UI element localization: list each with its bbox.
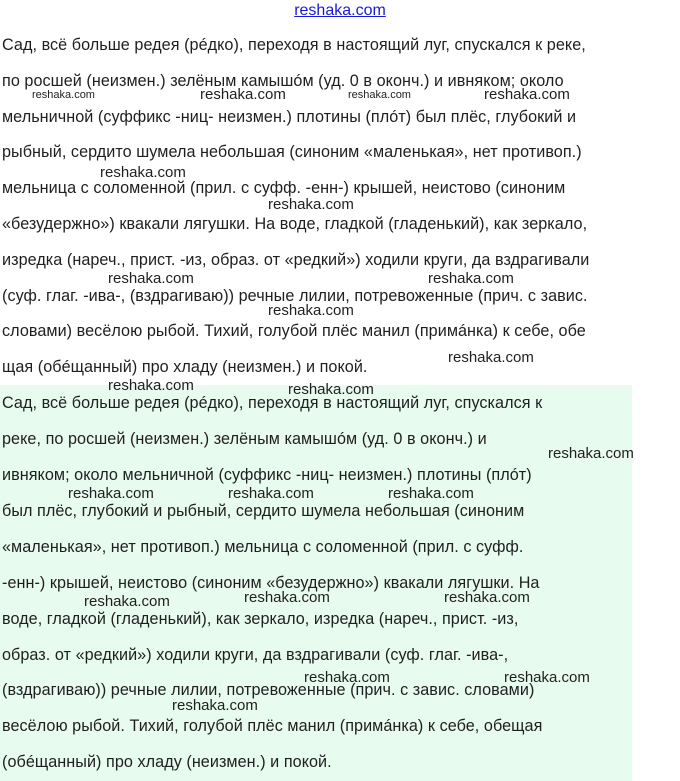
watermark: reshaka.com (444, 589, 530, 606)
watermark: reshaka.com (304, 669, 390, 686)
watermark: reshaka.com (84, 593, 170, 610)
watermark: reshaka.com (268, 302, 354, 319)
watermark: reshaka.com (108, 270, 194, 287)
answer-1-line-4: рыбный, сердито шумела небольшая (синоним «маленькая», нет противоп.) (2, 143, 582, 161)
watermark: reshaka.com (228, 485, 314, 502)
watermark: reshaka.com (108, 377, 194, 394)
answer-block-2 (0, 385, 632, 781)
watermark: reshaka.com (32, 89, 95, 101)
watermark: reshaka.com (388, 485, 474, 502)
watermark: reshaka.com (68, 485, 154, 502)
answer-2-line-1: Сад, всё больше редея (рéдко), переходя в настоящий луг, спускался к (2, 394, 543, 412)
answer-2-line-8: образ. от «редкий») ходили круги, да вздрагивали (суф. глаг. -ива-, (2, 646, 509, 664)
watermark: reshaka.com (268, 196, 354, 213)
answer-2-line-3: ивняком; около мельничной (суффикс -ниц- неизмен.) плотины (плóт) (2, 466, 532, 484)
watermark: reshaka.com (288, 381, 374, 398)
watermark: reshaka.com (504, 669, 590, 686)
watermark: reshaka.com (100, 164, 186, 181)
answer-1-line-7: изредка (нареч., прист. -из, образ. от «редкий») ходили круги, да вздрагивали (2, 251, 590, 269)
watermark: reshaka.com (348, 89, 411, 101)
answer-1-line-9: словами) весёлою рыбой. Тихий, голубой плёс манил (примáнка) к себе, обе (2, 322, 586, 340)
answer-1-line-5: мельница с соломенной (прил. с суфф. -енн-) крышей, неистово (синоним (2, 179, 566, 197)
answer-1-line-8: (суф. глаг. -ива-, (вздрагиваю)) речные лилии, потревоженные (прич. с завис. (2, 287, 588, 305)
answer-2-line-7: воде, гладкой (гладенький), как зеркало, изредка (нареч., прист. -из, (2, 610, 519, 628)
watermark: reshaka.com (448, 349, 534, 366)
answer-1-line-6: «безудержно») квакали лягушки. На воде, гладкой (гладенький), как зеркало, (2, 215, 588, 233)
site-header-link[interactable]: reshaka.com (294, 2, 386, 19)
watermark: reshaka.com (484, 86, 570, 103)
watermark: reshaka.com (172, 697, 258, 714)
answer-1-line-3: мельничной (суффикс -ниц- неизмен.) плотины (плóт) был плёс, глубокий и (2, 108, 577, 126)
watermark: reshaka.com (200, 86, 286, 103)
answer-2-line-2: реке, по росшей (неизмен.) зелёным камышóм (уд. 0 в оконч.) и (2, 430, 487, 448)
answer-1-line-1: Сад, всё больше редея (рéдко), переходя в настоящий луг, спускался к реке, (2, 36, 586, 54)
watermark: reshaka.com (244, 589, 330, 606)
answer-2-line-6: -енн-) крышей, неистово (синоним «безудержно») квакали лягушки. На (2, 574, 540, 592)
answer-2-line-9: (вздрагиваю)) речные лилии, потревоженные (прич. с завис. словами) (2, 681, 535, 699)
watermark: reshaka.com (428, 270, 514, 287)
answer-block-1 (0, 0, 680, 385)
answer-2-line-4: был плёс, глубокий и рыбный, сердито шумела небольшая (синоним (2, 502, 525, 520)
answer-2-line-5: «маленькая», нет противоп.) мельница с соломенной (прил. с суфф. (2, 538, 524, 556)
answer-1-line-10: щая (обéщанный) про хладу (неизмен.) и покой. (2, 358, 368, 376)
answer-2-line-11: (обéщанный) про хладу (неизмен.) и покой. (2, 753, 332, 771)
answer-2-line-10: весёлою рыбой. Тихий, голубой плёс манил (примáнка) к себе, обещая (2, 717, 543, 735)
answer-1-line-2: по росшей (неизмен.) зелёным камышóм (уд. 0 в оконч.) и ивняком; около (2, 72, 564, 90)
watermark: reshaka.com (548, 445, 634, 462)
